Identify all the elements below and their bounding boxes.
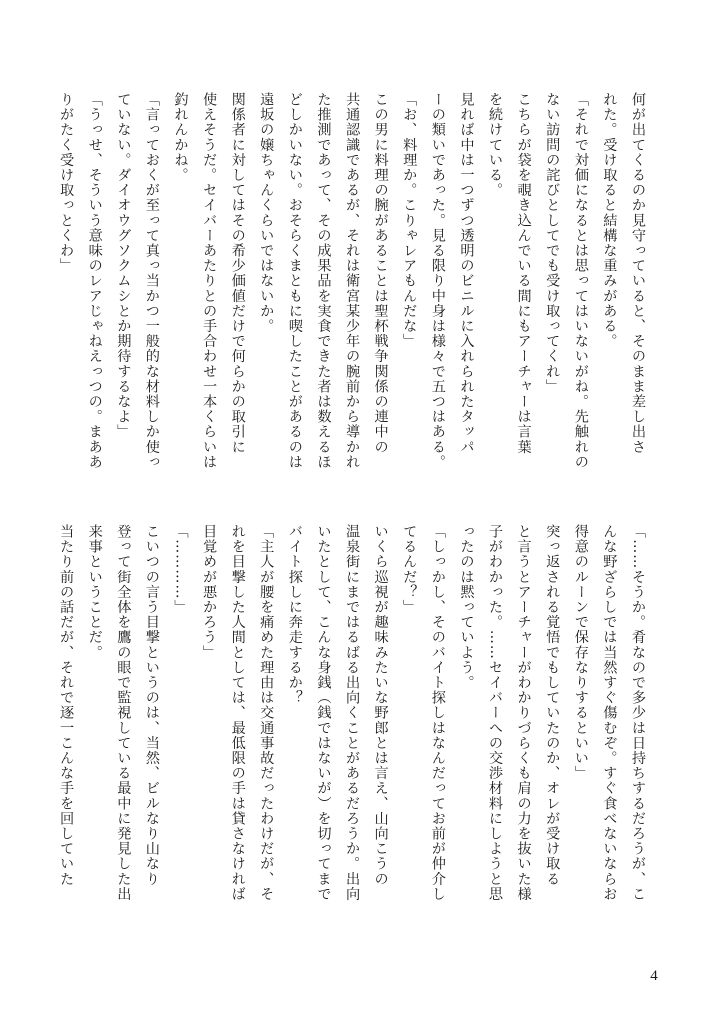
upper-text-block <box>58 92 652 500</box>
text-column: れを目撃した人間としては、最低限の手は貸さなければ <box>229 524 246 902</box>
text-column: を続けている。 <box>487 92 504 198</box>
text-column: 得意のルーンで保存なりするといい」 <box>572 524 589 781</box>
text-column: いたとして、こんな身銭（銭ではないが）を切ってまで <box>315 524 332 902</box>
text-column: バイト探しに奔走するか？ <box>286 524 303 706</box>
text-column: 目覚めが悪かろう」 <box>201 524 218 660</box>
text-column: てるんだ？」 <box>401 524 418 615</box>
text-column: 突っ返される覚悟でもしていたのか、オレが受け取る <box>544 524 561 887</box>
text-column: ったのは黙っていよう。 <box>458 524 475 691</box>
text-column: 「それで対価になるとは思ってはいないがね。先触れの <box>572 92 589 470</box>
lower-text-block <box>58 524 652 934</box>
text-column: りがたく受け取っとくわ」 <box>58 92 75 274</box>
text-column: 「……そうか。肴なので多少は日持ちするだろうが、こ <box>630 524 646 902</box>
text-column: この男に料理の腕があることは聖杯戦争関係の連中の <box>372 92 389 455</box>
page-number: 4 <box>650 968 658 984</box>
text-column: 子がわかった。……セイバーへの交渉材料にしようと思 <box>487 524 504 902</box>
text-column: 「しっかし、そのバイト探しはなんだってお前が仲介し <box>429 524 446 902</box>
text-column: こいつの言う目撃というのは、当然、ビルなり山なり <box>143 524 160 887</box>
text-column: 温泉街にまではるばる出向くことがあるだろうか。出向 <box>344 524 361 902</box>
text-column: 「主人が腰を痛めた理由は交通事故だったわけだが、そ <box>258 524 275 902</box>
text-column: 「うっせ、そういう意味のレアじゃねえっつの。まああ <box>86 92 103 470</box>
text-column: ていない。ダイオウグソクムシとか期待するなよ」 <box>115 92 132 440</box>
text-column: ーの類いであった。見る限り中身は様々で五つはある。 <box>429 92 446 470</box>
text-column: いくら巡視が趣味みたいな野郎とは言え、山向こうの <box>372 524 389 887</box>
text-column: れた。受け取ると結構な重みがある。 <box>601 92 618 349</box>
text-column: 遠坂の嬢ちゃんくらいではないか。 <box>258 92 275 334</box>
text-column: どしかいない。おそらくまともに喫したことがあるのは <box>286 92 303 470</box>
text-column: 登って街全体を鷹の眼で監視している最中に発見した出 <box>115 524 132 902</box>
text-column: 「…………」 <box>172 524 189 615</box>
text-column: 「お、料理か。こりゃレアもんだな」 <box>401 92 418 349</box>
text-column: んな野ざらしでは当然すぐ傷むぞ。すぐ食べないならお <box>601 524 618 902</box>
text-column: 共通認識であるが、それは衛宮某少年の腕前から導かれ <box>344 92 361 470</box>
text-column: 見れば中は一つずつ透明のビニルに入れられたタッパ <box>458 92 475 455</box>
text-column: 来事ということだ。 <box>86 524 103 660</box>
text-column: 「言っておくが至って真っ当かつ一般的な材料しか使っ <box>143 92 160 470</box>
text-column: 当たり前の話だが、それで逐一こんな手を回していた <box>58 524 75 887</box>
text-column: 釣れんかね。 <box>172 92 189 183</box>
text-column: た推測であって、その成果品を実食できた者は数えるほ <box>315 92 332 470</box>
text-column: と言うとアーチャーがわかりづらくも肩の力を抜いた様 <box>515 524 532 902</box>
text-column: こちらが袋を覗き込んでいる間にもアーチャーは言葉 <box>515 92 532 455</box>
text-column: 使えそうだ。セイバーあたりとの手合わせ一本くらいは <box>201 92 218 470</box>
text-column: 何が出てくるのか見守っていると、そのまま差し出さ <box>630 92 646 455</box>
text-column: ない訪問の詫びとしてでも受け取ってくれ」 <box>544 92 561 394</box>
text-column: 関係者に対してはその希少価値だけで何らかの取引に <box>229 92 246 455</box>
